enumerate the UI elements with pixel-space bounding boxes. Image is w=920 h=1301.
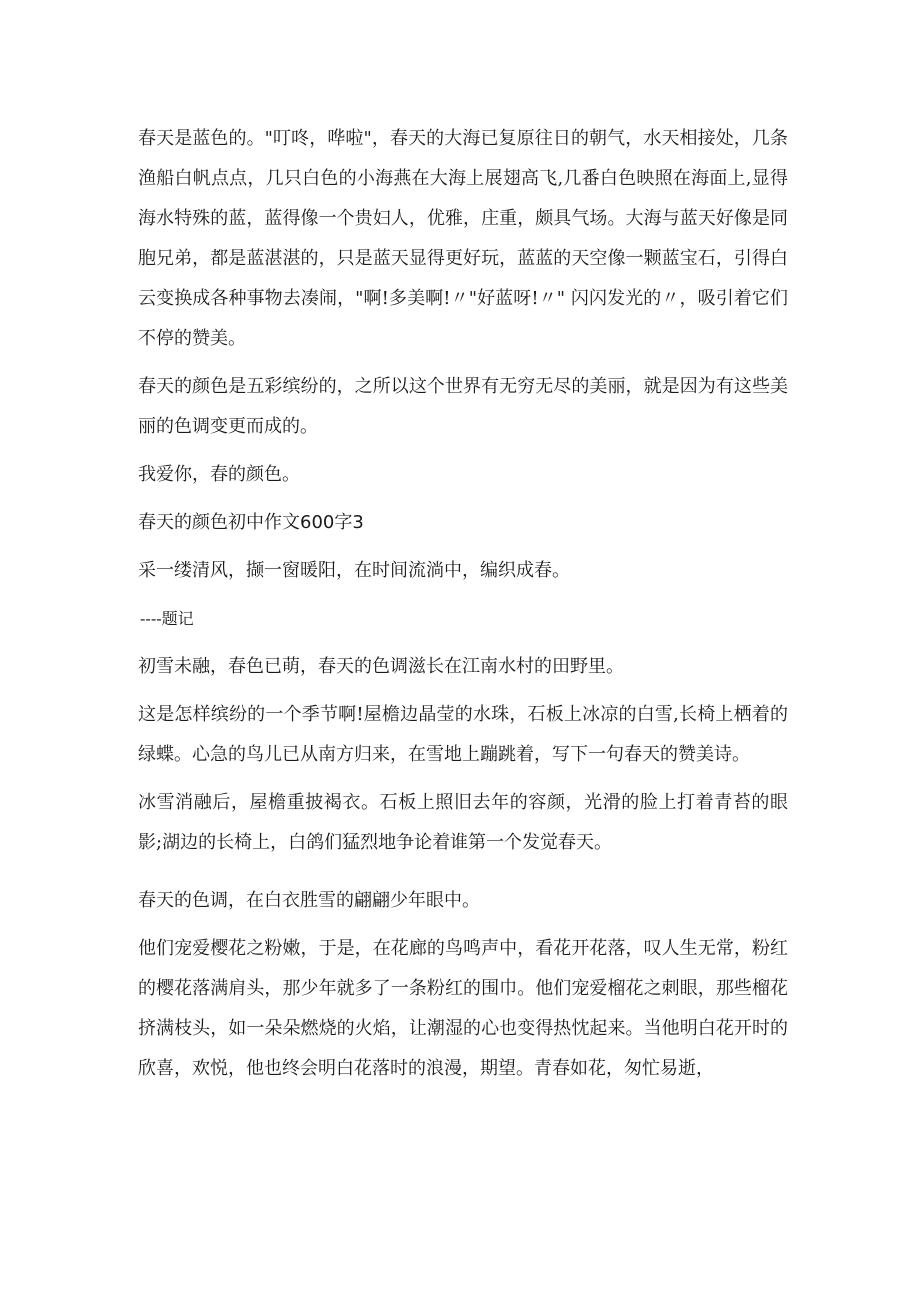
paragraph-early-spring: 初雪未融，春色已萌，春天的色调滋长在江南水村的田野里。: [138, 656, 624, 677]
intro-line: 采一缕清风，撷一窗暖阳，在时间流淌中，编织成春。: [138, 560, 570, 581]
inscription: ----题记: [140, 609, 194, 628]
document-body: [138, 119, 788, 1097]
paragraph-youth-eyes: 春天的色调，在白衣胜雪的翩翩少年眼中。: [138, 890, 480, 911]
paragraph-flowers: 他们宠爱樱花之粉嫩，于是，在花廊的鸟鸣声中，看花开花落，叹人生无常，粉红的樱花落满肩头，那少年就多了一条粉红的围巾。他们宠爱榴花之刺眼，那些榴花挤满枝头，如一朵朵燃烧的火焰，让潮湿的心也变得热忱起来。当他明白花开时的欣喜，欢悦，他也终会明白花落时的浪漫，期望。青春如花，匆忙易逝，: [138, 938, 788, 1079]
paragraph-blue-spring: 春天是蓝色的。"叮咚，哗啦"，春天的大海已复原往日的朝气，水天相接处，几条渔船白帆点点，几只白色的小海燕在大海上展翅高飞,几番白色映照在海面上,显得海水特殊的蓝，蓝得像一个贵妇人，优雅，庄重，颇具气场。大海与蓝天好像是同胞兄弟，都是蓝湛湛的，只是蓝天显得更好玩，蓝蓝的天空像一颗蓝宝石，引得白云变换成各种事物去凑闹，"啊!多美啊!〃"好蓝呀!〃" 闪闪发光的〃，吸引着它们不停的赞美。: [138, 128, 788, 349]
paragraph-love-spring: 我爱你，春的颜色。: [138, 464, 300, 485]
paragraph-snow-melt: 冰雪消融后，屋檐重披褐衣。石板上照旧去年的容颜，光滑的脸上打着青苔的眼影;湖边的长椅上，白鸽们猛烈地争论着谁第一个发觉春天。: [138, 792, 788, 853]
paragraph-colorful-spring: 春天的颜色是五彩缤纷的，之所以这个世界有无穷无尽的美丽，就是因为有这些美丽的色调变更而成的。: [138, 376, 788, 437]
section-title: 春天的颜色初中作文600字3: [138, 512, 364, 533]
paragraph-colorful-season: 这是怎样缤纷的一个季节啊!屋檐边晶莹的水珠，石板上冰凉的白雪,长椅上栖着的绿蝶。心急的鸟儿已从南方归来，在雪地上蹦跳着，写下一句春天的赞美诗。: [138, 704, 788, 765]
